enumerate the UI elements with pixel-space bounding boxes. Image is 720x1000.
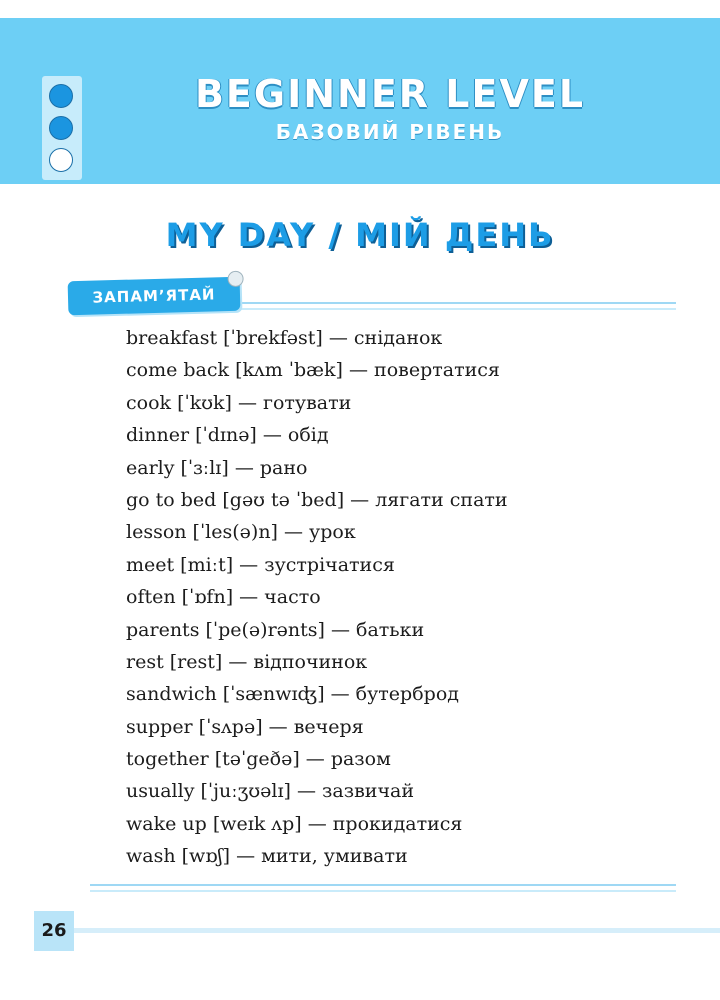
vocabulary-item: supper [ˈsʌpə] — вечеря [126, 715, 364, 738]
footer-band [74, 928, 720, 933]
vocabulary-item: usually [ˈjuːʒʊəlɪ] — зазвичай [126, 780, 415, 803]
divider [90, 890, 676, 892]
level-indicator [42, 76, 82, 180]
level-dot-empty-icon [49, 148, 73, 172]
vocabulary-item: rest [rest] — відпочинок [126, 650, 368, 673]
divider [240, 302, 676, 304]
vocabulary-item: together [təˈgeðə] — разом [126, 748, 391, 771]
vocabulary-item: wash [wɒʃ] — мити, умивати [126, 845, 408, 868]
page-title: MY DAY / МІЙ ДЕНЬ [165, 216, 555, 254]
level-title: BEGINNER LEVEL [194, 72, 586, 116]
page-number-box [34, 911, 74, 951]
remember-tag [68, 277, 241, 315]
level-dot-filled-icon [49, 116, 73, 140]
vocabulary-item: cook [ˈkʊk] — готувати [126, 391, 352, 414]
divider [240, 308, 676, 310]
page-number: 26 [41, 920, 67, 941]
level-subtitle: БАЗОВИЙ РІВЕНЬ [275, 120, 505, 144]
vocabulary-item: lesson [ˈles(ə)n] — урок [126, 521, 356, 544]
vocabulary-item: sandwich [ˈsænwɪʤ] — бутерброд [126, 683, 459, 706]
vocabulary-item: come back [kʌm ˈbæk] — повертатися [126, 359, 500, 382]
vocabulary-list [126, 322, 666, 873]
vocabulary-item: meet [miːt] — зустрічатися [126, 553, 395, 576]
vocabulary-item: dinner [ˈdɪnə] — обід [126, 424, 329, 447]
vocabulary-item: often [ˈɒfn] — часто [126, 586, 321, 609]
vocabulary-item: go to bed [gəʊ tə ˈbed] — лягати спати [126, 488, 508, 511]
vocabulary-item: breakfast [ˈbrekfəst] — сніданок [126, 327, 443, 349]
vocabulary-item: wake up [weɪk ʌp] — прокидатися [126, 812, 463, 835]
pin-icon [227, 271, 243, 287]
divider [90, 884, 676, 886]
vocabulary-item: early [ˈɜːlɪ] — рано [126, 456, 308, 479]
remember-label: ЗАПАМ’ЯТАЙ [92, 285, 216, 307]
level-dot-filled-icon [49, 84, 73, 108]
vocabulary-item: parents [ˈpe(ə)rənts] — батьки [126, 618, 425, 641]
